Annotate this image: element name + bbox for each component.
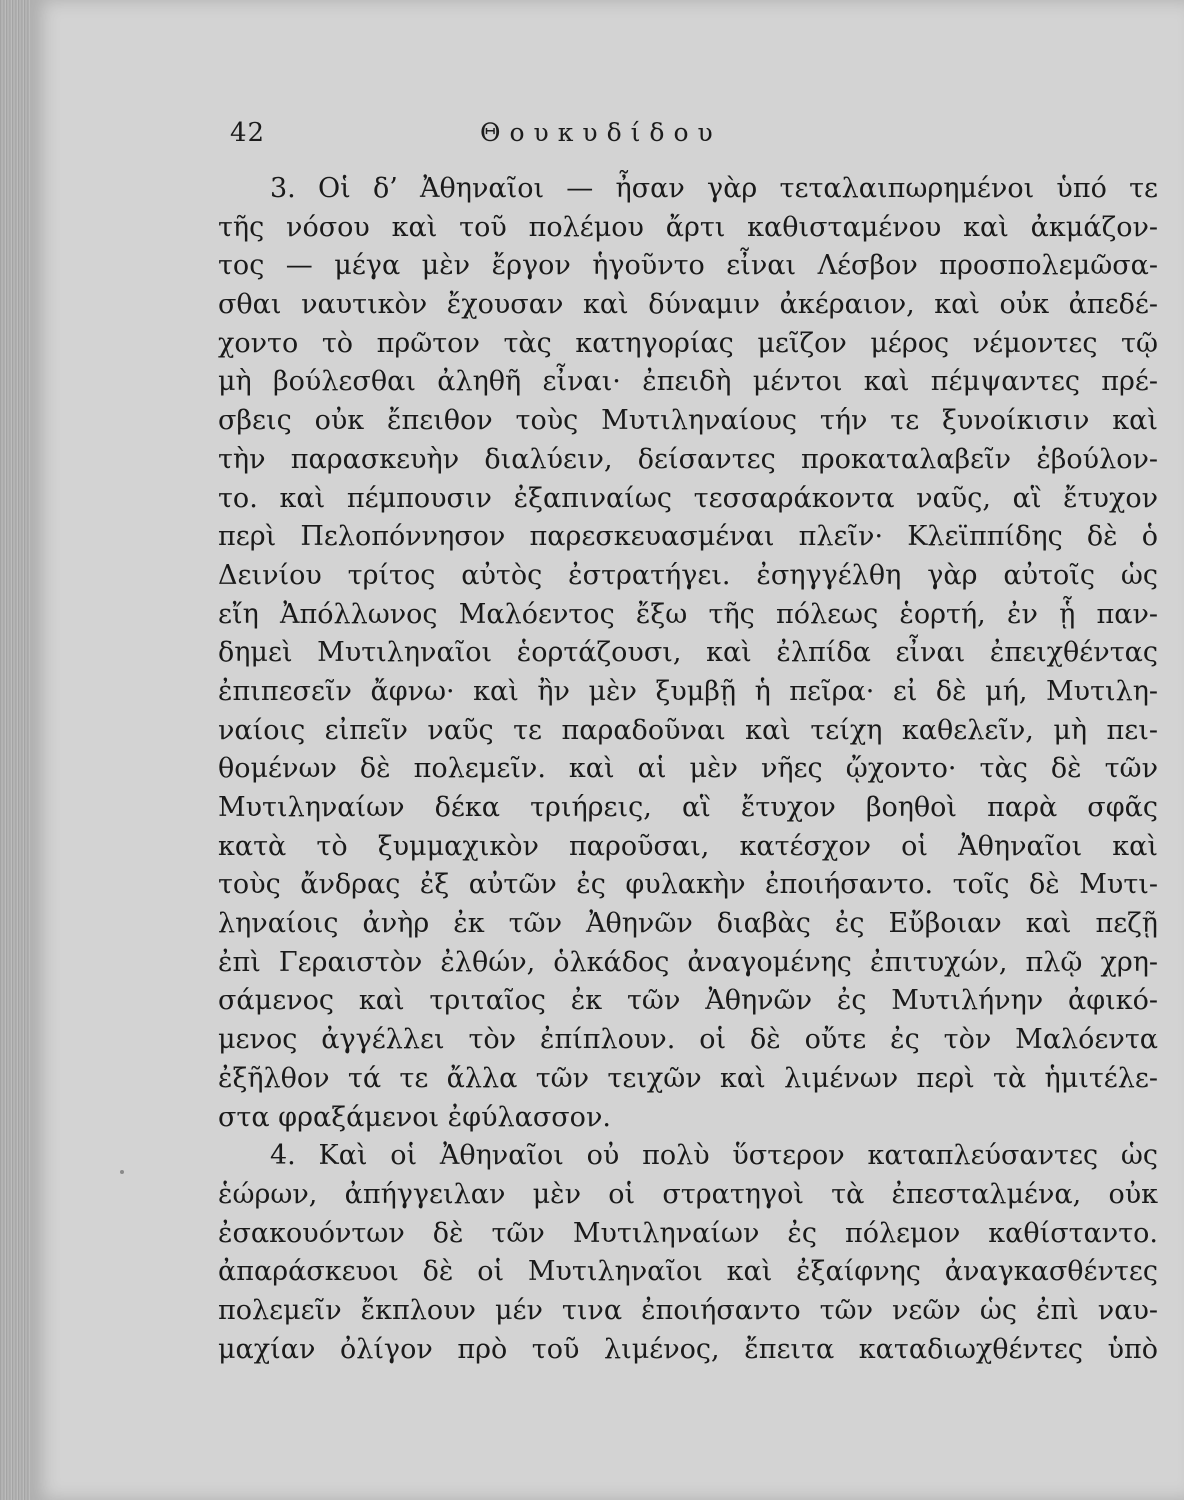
text-line: ληναίοις ἀνὴρ ἐκ τῶν Ἀθηνῶν διαβὰς ἐς Εὔβοιαν καὶ πεζῇ	[218, 908, 1158, 940]
text-line: μὴ βούλεσθαι ἀληθῆ εἶναι· ἐπειδὴ μέντοι καὶ πέμψαντες πρέ-	[218, 366, 1158, 398]
text-line: 3. Οἱ δ’ Ἀθηναῖοι — ἦσαν γὰρ τεταλαιπωρημένοι ὑπό τε	[270, 173, 1158, 204]
text-line: μαχίαν ὀλίγον πρὸ τοῦ λιμένος, ἔπειτα καταδιωχθέντες ὑπὸ	[218, 1333, 1158, 1365]
page-header	[230, 118, 990, 158]
text-line: ἑώρων, ἀπήγγειλαν μὲν οἱ στρατηγοὶ τὰ ἐπεσταλμένα, οὐκ	[218, 1178, 1158, 1210]
body-text	[218, 170, 1158, 1369]
text-line: σθαι ναυτικὸν ἔχουσαν καὶ δύναμιν ἀκέραιον, καὶ οὐκ ἀπεδέ-	[218, 289, 1158, 321]
text-line: μενος ἀγγέλλει τὸν ἐπίπλουν. οἱ δὲ οὔτε ἐς τὸν Μαλόεντα	[218, 1024, 1158, 1056]
text-line: σάμενος καὶ τριταῖος ἐκ τῶν Ἀθηνῶν ἐς Μυτιλήνην ἀφικό-	[218, 985, 1158, 1017]
text-line: στα φραξάμενοι ἐφύλασσον.	[218, 1101, 611, 1133]
text-line: ἀπαράσκευοι δὲ οἱ Μυτιληναῖοι καὶ ἐξαίφνης ἀναγκασθέντες	[218, 1256, 1158, 1288]
text-line: το. καὶ πέμπουσιν ἐξαπιναίως τεσσαράκοντα ναῦς, αἳ ἔτυχον	[218, 482, 1158, 514]
text-line: σβεις οὐκ ἔπειθον τοὺς Μυτιληναίους τήν τε ξυνοίκισιν καὶ	[218, 405, 1158, 437]
text-line: χοντο τὸ πρῶτον τὰς κατηγορίας μεῖζον μέρος νέμοντες τῷ	[218, 327, 1158, 359]
text-line: ἐπὶ Γεραιστὸν ἐλθών, ὁλκάδος ἀναγομένης ἐπιτυχών, πλῷ χρη-	[218, 946, 1158, 978]
text-line: δημεὶ Μυτιληναῖοι ἑορτάζουσι, καὶ ἐλπίδα εἶναι ἐπειχθέντας	[218, 637, 1158, 669]
page-number: 42	[230, 118, 266, 148]
running-title: Θουκυδίδου	[480, 118, 722, 147]
text-line: τὴν παρασκευὴν διαλύειν, δείσαντες προκαταλαβεῖν ἐβούλον-	[218, 443, 1158, 475]
text-line: 4. Καὶ οἱ Ἀθηναῖοι οὐ πολὺ ὕστερον καταπλεύσαντες ὡς	[270, 1140, 1158, 1172]
text-line: Δεινίου τρίτος αὐτὸς ἐστρατήγει. ἐσηγγέλθη γὰρ αὐτοῖς ὡς	[218, 559, 1158, 591]
page-sheet	[30, 0, 1184, 1500]
text-line: ναίοις εἰπεῖν ναῦς τε παραδοῦναι καὶ τείχη καθελεῖν, μὴ πει-	[218, 714, 1158, 746]
text-line: ἐξῆλθον τά τε ἄλλα τῶν τειχῶν καὶ λιμένων περὶ τὰ ἡμιτέλε-	[218, 1062, 1158, 1094]
text-line: ἐπιπεσεῖν ἄφνω· καὶ ἢν μὲν ξυμβῇ ἡ πεῖρα· εἰ δὲ μή, Μυτιλη-	[218, 675, 1158, 707]
text-line: περὶ Πελοπόννησον παρεσκευασμέναι πλεῖν· Κλεϊππίδης δὲ ὁ	[218, 521, 1158, 553]
text-line: θομένων δὲ πολεμεῖν. καὶ αἱ μὲν νῆες ᾤχοντο· τὰς δὲ τῶν	[218, 753, 1158, 785]
text-line: εἴη Ἀπόλλωνος Μαλόεντος ἔξω τῆς πόλεως ἑορτή, ἐν ᾗ παν-	[218, 598, 1158, 630]
text-line: τος — μέγα μὲν ἔργον ἡγοῦντο εἶναι Λέσβον προσπολεμῶσα-	[218, 250, 1158, 282]
paper-speck	[120, 1170, 124, 1174]
text-line: ἐσακουόντων δὲ τῶν Μυτιληναίων ἐς πόλεμον καθίσταντο.	[218, 1217, 1158, 1249]
text-line: Μυτιληναίων δέκα τριήρεις, αἳ ἔτυχον βοηθοὶ παρὰ σφᾶς	[218, 792, 1158, 823]
text-line: κατὰ τὸ ξυμμαχικὸν παροῦσαι, κατέσχον οἱ Ἀθηναῖοι καὶ	[218, 830, 1158, 862]
text-line: τῆς νόσου καὶ τοῦ πολέμου ἄρτι καθισταμένου καὶ ἀκμάζον-	[218, 211, 1158, 243]
text-line: τοὺς ἄνδρας ἐξ αὐτῶν ἐς φυλακὴν ἐποιήσαντο. τοῖς δὲ Μυτι-	[218, 869, 1158, 901]
text-line: πολεμεῖν ἔκπλουν μέν τινα ἐποιήσαντο τῶν νεῶν ὡς ἐπὶ ναυ-	[218, 1294, 1158, 1326]
